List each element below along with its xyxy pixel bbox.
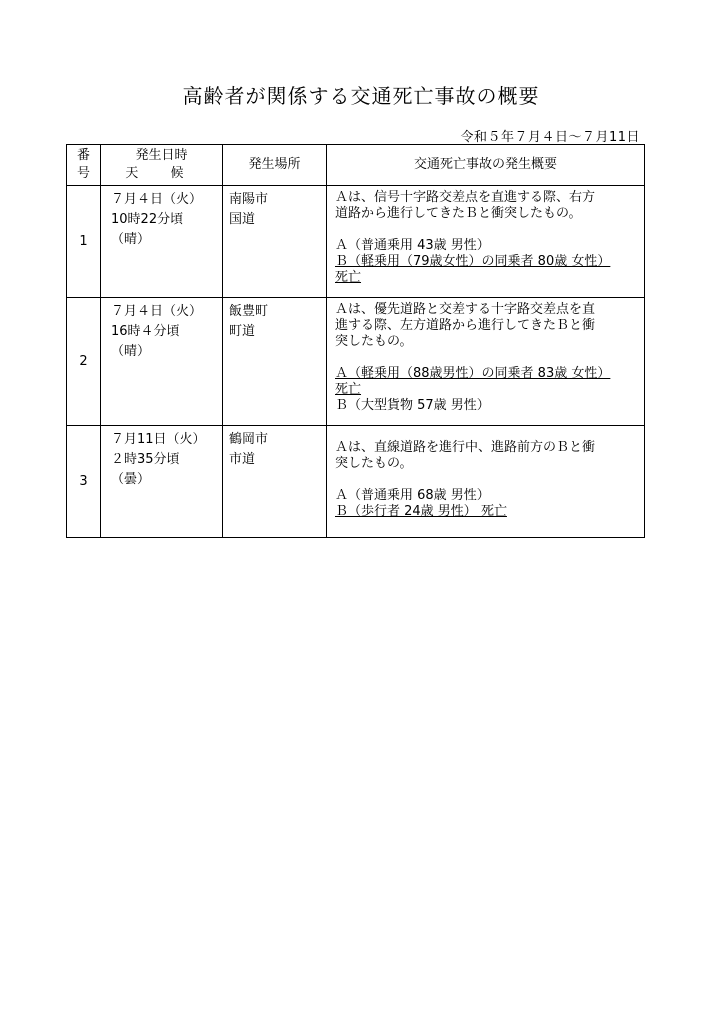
row-place-road: 国道 bbox=[229, 212, 256, 227]
party-a-line2: 死亡 bbox=[335, 382, 362, 397]
header-datetime bbox=[101, 145, 223, 186]
row-summary bbox=[327, 186, 645, 298]
header-number-bottom: 号 bbox=[76, 166, 90, 181]
row-weather: （晴） bbox=[111, 344, 151, 359]
row-number: 2 bbox=[67, 298, 101, 426]
row-place-road: 市道 bbox=[229, 452, 256, 467]
row-weather: （晴） bbox=[111, 232, 151, 247]
party-b-line1: Ｂ（軽乗用（79歳女性）の同乗者 80歳 女性） bbox=[335, 254, 611, 269]
header-number-top: 番 bbox=[76, 148, 90, 163]
row-weather: （曇） bbox=[111, 472, 151, 487]
row-place bbox=[223, 298, 327, 426]
header-number bbox=[67, 145, 101, 186]
summary-line: Ａは、優先道路と交差する十字路交差点を直 bbox=[335, 302, 596, 317]
row-datetime bbox=[101, 298, 223, 426]
row-number: 3 bbox=[67, 426, 101, 538]
table-row bbox=[67, 426, 645, 538]
row-datetime bbox=[101, 426, 223, 538]
party-b: Ｂ（歩行者 24歳 男性） 死亡 bbox=[335, 504, 507, 519]
row-summary bbox=[327, 298, 645, 426]
row-date: ７月11日（火） bbox=[111, 432, 206, 447]
party-a: Ａ（普通乗用 68歳 男性） bbox=[335, 488, 490, 503]
header-datetime-bottom: 天 候 bbox=[125, 166, 198, 181]
header-datetime-top: 発生日時 bbox=[135, 148, 188, 163]
summary-line: 突したもの。 bbox=[335, 456, 413, 471]
report-period: 令和５年７月４日～７月11日 bbox=[460, 130, 640, 145]
row-place-city: 鶴岡市 bbox=[229, 432, 269, 447]
party-b: Ｂ（大型貨物 57歳 男性） bbox=[335, 398, 490, 413]
row-time: 16時４分頃 bbox=[111, 324, 180, 339]
row-place-road: 町道 bbox=[229, 324, 256, 339]
accident-table bbox=[66, 144, 645, 538]
row-number: 1 bbox=[67, 186, 101, 298]
row-place-city: 南陽市 bbox=[229, 192, 269, 207]
row-time: ２時35分頃 bbox=[111, 452, 180, 467]
table-row bbox=[67, 186, 645, 298]
row-date: ７月４日（火） bbox=[111, 192, 203, 207]
header-place: 発生場所 bbox=[223, 145, 327, 186]
summary-line: 道路から進行してきたＢと衝突したもの。 bbox=[335, 206, 582, 221]
row-date: ７月４日（火） bbox=[111, 304, 203, 319]
row-summary bbox=[327, 426, 645, 538]
party-a: Ａ（普通乗用 43歳 男性） bbox=[335, 238, 490, 253]
row-datetime bbox=[101, 186, 223, 298]
summary-line: 突したもの。 bbox=[335, 334, 413, 349]
row-place bbox=[223, 426, 327, 538]
table-header-row bbox=[67, 145, 645, 186]
party-a-line1: Ａ（軽乗用（88歳男性）の同乗者 83歳 女性） bbox=[335, 366, 611, 381]
summary-line: 進する際、左方道路から進行してきたＢと衝 bbox=[335, 318, 596, 333]
summary-line: Ａは、信号十字路交差点を直進する際、右方 bbox=[335, 190, 596, 205]
party-b-line2: 死亡 bbox=[335, 270, 362, 285]
row-place-city: 飯豊町 bbox=[229, 304, 269, 319]
document-title: 高齢者が関係する交通死亡事故の概要 bbox=[182, 84, 540, 108]
header-summary: 交通死亡事故の発生概要 bbox=[327, 145, 645, 186]
table-row bbox=[67, 298, 645, 426]
summary-line: Ａは、直線道路を進行中、進路前方のＢと衝 bbox=[335, 440, 596, 455]
row-place bbox=[223, 186, 327, 298]
row-time: 10時22分頃 bbox=[111, 212, 184, 227]
